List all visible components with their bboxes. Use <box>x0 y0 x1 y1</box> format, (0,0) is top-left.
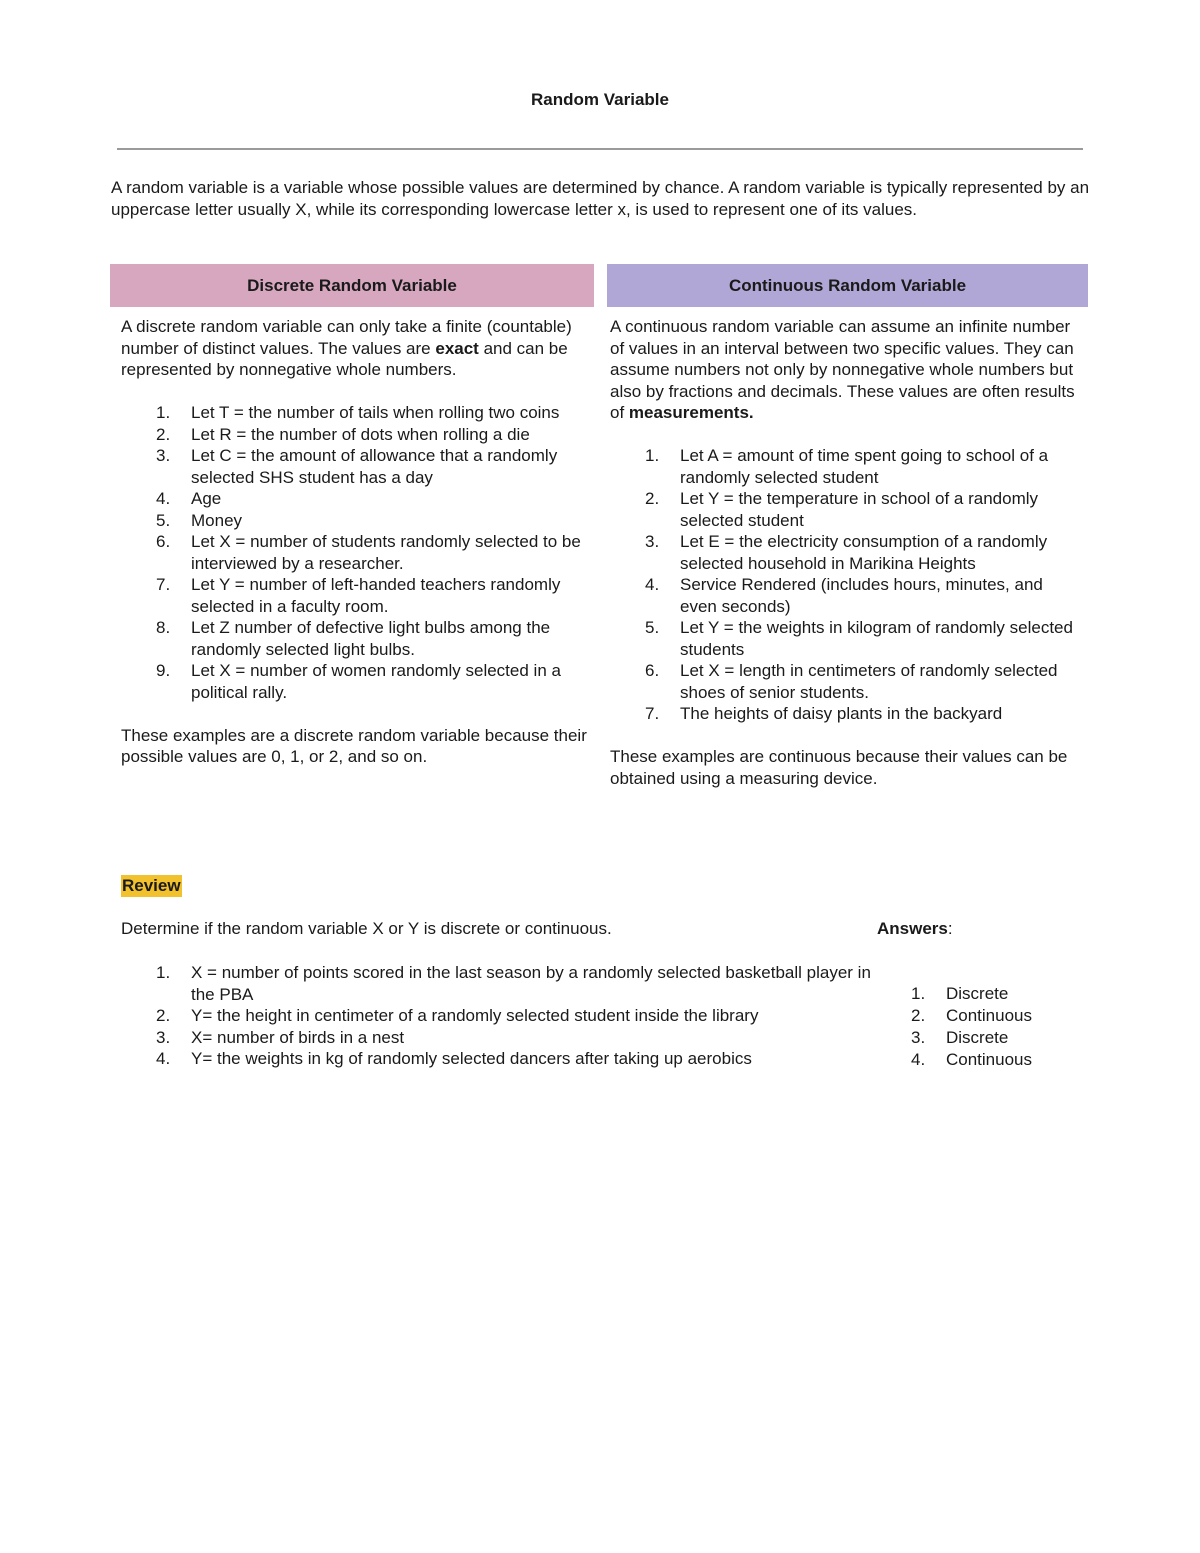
spacer <box>121 381 597 403</box>
list-item: 3. Discrete <box>911 1028 1009 1047</box>
continuous-column <box>610 316 1082 789</box>
discrete-desc-bold: exact <box>435 338 479 358</box>
list-item: 2. Continuous <box>911 1006 1033 1025</box>
answers-label-text: Answers <box>877 919 948 938</box>
discrete-conclusion: These examples are a discrete random variable because their possible values are 0, 1, or 2, and so on. <box>121 725 587 766</box>
list-item: 4. Y= the weights in kg of randomly selected dancers after taking up aerobics <box>156 1049 752 1068</box>
discrete-desc-text-end: and can be represented by nonnegative whole numbers. <box>121 338 568 379</box>
list-item: 9. Let X = number of women randomly selected in a political rally. <box>156 661 561 702</box>
continuous-heading: Continuous Random Variable <box>728 275 967 295</box>
list-item: 3. Let C = the amount of allowance that a randomly selected SHS student has a day <box>156 446 558 487</box>
answers-colon: : <box>947 919 953 938</box>
list-item: 4. Age <box>156 489 222 508</box>
list-item: 6. Let X = length in centimeters of randomly selected shoes of senior students. <box>645 661 1058 702</box>
list-item: 2. Y= the height in centimeter of a randomly selected student inside the library <box>156 1006 759 1025</box>
discrete-desc-text: A discrete random variable can only take a finite (countable) number of distinct values. The values are <box>121 317 572 358</box>
list-item: 1. X = number of points scored in the last season by a randomly selected basketball player in the PBA <box>156 963 871 1004</box>
review-questions-list <box>121 962 881 1070</box>
list-item: 1. Let A = amount of time spent going to school of a randomly selected student <box>645 446 1049 487</box>
list-item: 3. Let E = the electricity consumption of a randomly selected household in Marikina Heights <box>645 532 1048 573</box>
list-item: 2. Let Y = the temperature in school of a randomly selected student <box>645 489 1039 530</box>
list-item: 5. Let Y = the weights in kilogram of randomly selected students <box>645 618 1073 659</box>
discrete-description <box>121 316 597 381</box>
spacer <box>610 725 1082 747</box>
discrete-header <box>110 264 594 307</box>
continuous-header <box>607 264 1088 307</box>
discrete-column <box>121 316 597 768</box>
list-item: 8. Let Z number of defective light bulbs among the randomly selected light bulbs. <box>156 618 551 659</box>
continuous-examples-list <box>610 445 1082 725</box>
list-item: 1. Let T = the number of tails when rolling two coins <box>156 403 560 422</box>
discrete-examples-list <box>121 402 597 703</box>
list-item: 3. X= number of birds in a nest <box>156 1027 405 1047</box>
list-item: 1. Discrete <box>911 984 1009 1003</box>
list-item: 6. Let X = number of students randomly selected to be interviewed by a researcher. <box>156 532 581 573</box>
spacer <box>121 703 597 725</box>
list-item: 7. The heights of daisy plants in the backyard <box>645 704 1003 723</box>
continuous-desc-text: A continuous random variable can assume an infinite number of values in an interval between two specific values. They can assume numbers not only by nonnegative whole numbers but also by fractions and decimals. These values are often results of <box>610 317 1075 422</box>
list-item: 7. Let Y = number of left-handed teachers randomly selected in a faculty room. <box>156 575 561 616</box>
intro-paragraph: A random variable is a variable whose possible values are determined by chance. A random variable is typically represented by an uppercase letter usually X, while its corresponding lowercase letter x, is used to represent one of its values. <box>111 178 1090 219</box>
list-item: 4. Service Rendered (includes hours, minutes, and even seconds) <box>645 575 1043 616</box>
title-divider <box>117 148 1083 150</box>
list-item: 5. Money <box>156 510 243 530</box>
review-label: Review <box>122 876 181 895</box>
spacer <box>610 424 1082 446</box>
list-item: 2. Let R = the number of dots when rolling a die <box>156 424 530 444</box>
continuous-description <box>610 316 1082 424</box>
review-question: Determine if the random variable X or Y is discrete or continuous. <box>121 919 612 938</box>
continuous-conclusion: These examples are continuous because their values can be obtained using a measuring device. <box>610 747 1068 788</box>
discrete-heading: Discrete Random Variable <box>247 275 457 295</box>
page-title: Random Variable <box>531 90 669 109</box>
list-item: 4. Continuous <box>911 1050 1033 1069</box>
answers-label <box>877 918 953 940</box>
answers-list <box>876 983 1096 1071</box>
continuous-desc-bold: measurements. <box>628 403 754 422</box>
